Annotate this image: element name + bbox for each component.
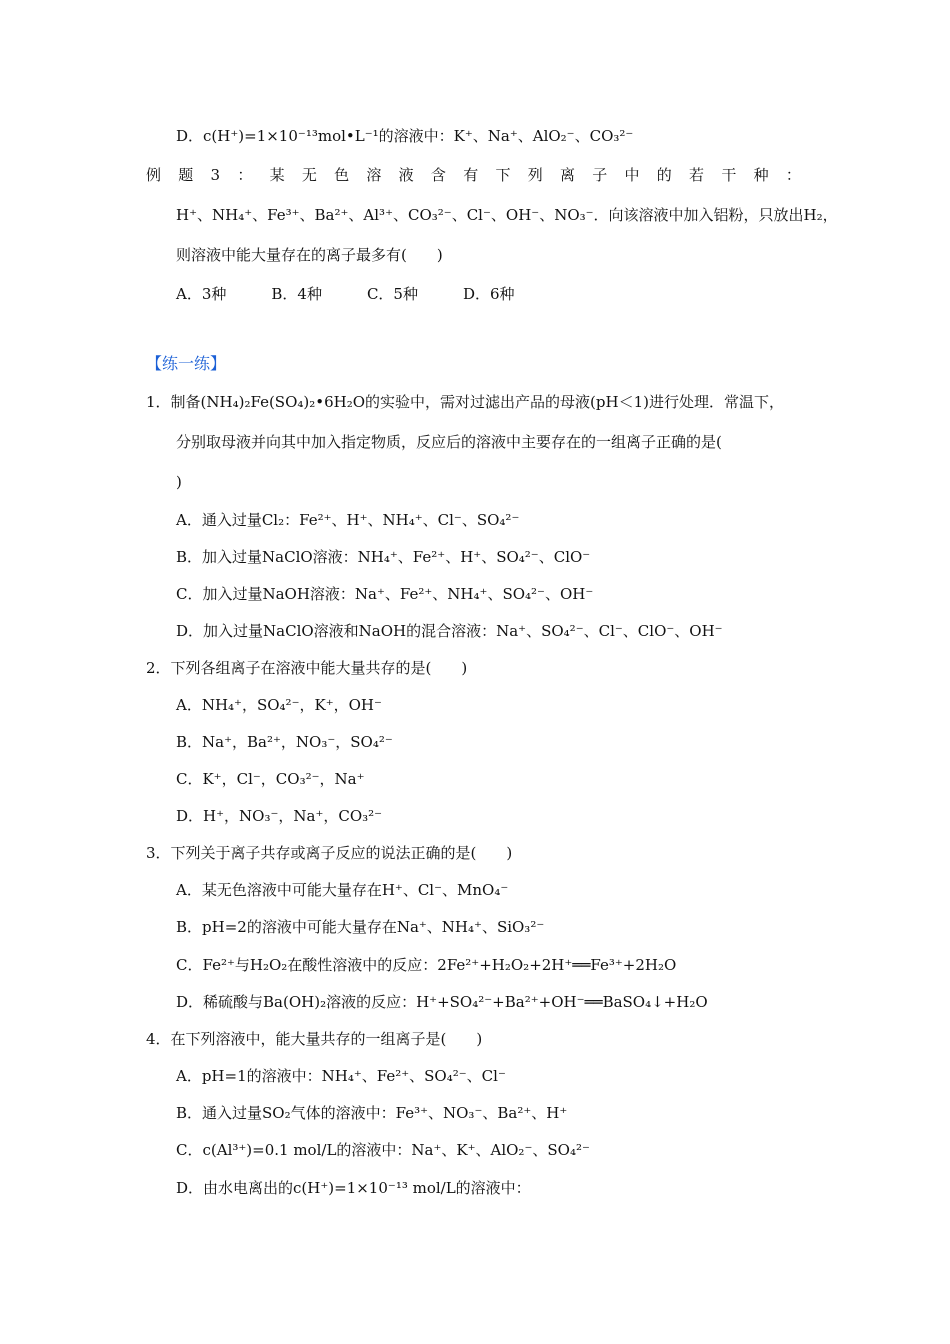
q4-option-d: D．由水电离出的c(H⁺)=1×10⁻¹³ mol/L的溶液中： [176, 1179, 531, 1197]
heading-char: 溶 [366, 166, 382, 184]
example3-question: 则溶液中能大量存在的离子最多有( ) [176, 246, 443, 264]
q1-option-d: D．加入过量NaClO溶液和NaOH的混合溶液：Na⁺、SO₄²⁻、Cl⁻、ClO⁻、OH⁻ [176, 622, 723, 640]
heading-char: ： [785, 166, 801, 184]
heading-char: 例 [146, 166, 162, 184]
option-d-prev: D．c(H⁺)=1×10⁻¹³mol•L⁻¹的溶液中：K⁺、Na⁺、AlO₂⁻、CO₃²⁻ [176, 127, 634, 145]
heading-char: 有 [463, 166, 479, 184]
heading-char: 列 [527, 166, 543, 184]
q4-option-a: A．pH=1的溶液中：NH₄⁺、Fe²⁺、SO₄²⁻、Cl⁻ [176, 1067, 506, 1085]
q3-option-c: C．Fe²⁺与H₂O₂在酸性溶液中的反应：2Fe²⁺+H₂O₂+2H⁺══Fe³⁺+2H₂O [176, 956, 677, 974]
example3-heading [146, 165, 801, 185]
q4-option-b: B．通入过量SO₂气体的溶液中：Fe³⁺、NO₃⁻、Ba²⁺、H⁺ [176, 1104, 568, 1122]
q4-stem: 4．在下列溶液中，能大量共存的一组离子是( ) [146, 1030, 483, 1048]
heading-char: 下 [495, 166, 511, 184]
practice-title: 【练一练】 [146, 354, 227, 373]
q3-option-d: D．稀硫酸与Ba(OH)₂溶液的反应：H⁺+SO₄²⁻+Ba²⁺+OH⁻══BaSO₄↓+H₂O [176, 993, 708, 1011]
heading-char: 的 [656, 166, 672, 184]
heading-char: 离 [559, 166, 575, 184]
heading-char: 子 [592, 166, 608, 184]
q4-option-c: C．c(Al³⁺)=0.1 mol/L的溶液中：Na⁺、K⁺、AlO₂⁻、SO₄²⁻ [176, 1141, 590, 1159]
q1-option-c: C．加入过量NaOH溶液：Na⁺、Fe²⁺、NH₄⁺、SO₄²⁻、OH⁻ [176, 585, 594, 603]
q2-option-d: D．H⁺，NO₃⁻，Na⁺，CO₃²⁻ [176, 807, 383, 825]
heading-char: 液 [398, 166, 414, 184]
heading-char: 色 [334, 166, 350, 184]
q2-option-a: A．NH₄⁺，SO₄²⁻，K⁺，OH⁻ [176, 696, 382, 714]
heading-char: 含 [430, 166, 446, 184]
heading-char: 种 [753, 166, 769, 184]
q1-stem-line3: ) [176, 473, 182, 491]
heading-char: ： [237, 166, 253, 184]
q2-option-c: C．K⁺，Cl⁻，CO₃²⁻，Na⁺ [176, 770, 365, 788]
q1-option-a: A．通入过量Cl₂：Fe²⁺、H⁺、NH₄⁺、Cl⁻、SO₄²⁻ [176, 511, 520, 529]
heading-char: 无 [301, 166, 317, 184]
q1-stem-line2: 分别取母液并向其中加入指定物质，反应后的溶液中主要存在的一组离子正确的是( [176, 433, 722, 451]
heading-char: 若 [689, 166, 705, 184]
heading-char: 中 [624, 166, 640, 184]
q1-option-b: B．加入过量NaClO溶液：NH₄⁺、Fe²⁺、H⁺、SO₄²⁻、ClO⁻ [176, 548, 591, 566]
q1-stem-line1: 1．制备(NH₄)₂Fe(SO₄)₂•6H₂O的实验中，需对过滤出产品的母液(pH＜1)进行处理．常温下， [146, 393, 784, 411]
q3-option-b: B．pH=2的溶液中可能大量存在Na⁺、NH₄⁺、SiO₃²⁻ [176, 918, 545, 936]
heading-char: 某 [269, 166, 285, 184]
q3-option-a: A．某无色溶液中可能大量存在H⁺、Cl⁻、MnO₄⁻ [176, 881, 509, 899]
heading-char: 题 [178, 166, 194, 184]
q2-option-b: B．Na⁺，Ba²⁺，NO₃⁻，SO₄²⁻ [176, 733, 393, 751]
q2-stem: 2．下列各组离子在溶液中能大量共存的是( ) [146, 659, 468, 677]
heading-char: 干 [721, 166, 737, 184]
q3-stem: 3．下列关于离子共存或离子反应的说法正确的是( ) [146, 844, 513, 862]
heading-char: 3 [210, 166, 221, 184]
example3-ions: H⁺、NH₄⁺、Fe³⁺、Ba²⁺、Al³⁺、CO₃²⁻、Cl⁻、OH⁻、NO₃⁻．向该溶液中加入铝粉，只放出H₂， [176, 206, 838, 224]
example3-options: A．3种 B．4种 C．5种 D．6种 [176, 285, 515, 303]
